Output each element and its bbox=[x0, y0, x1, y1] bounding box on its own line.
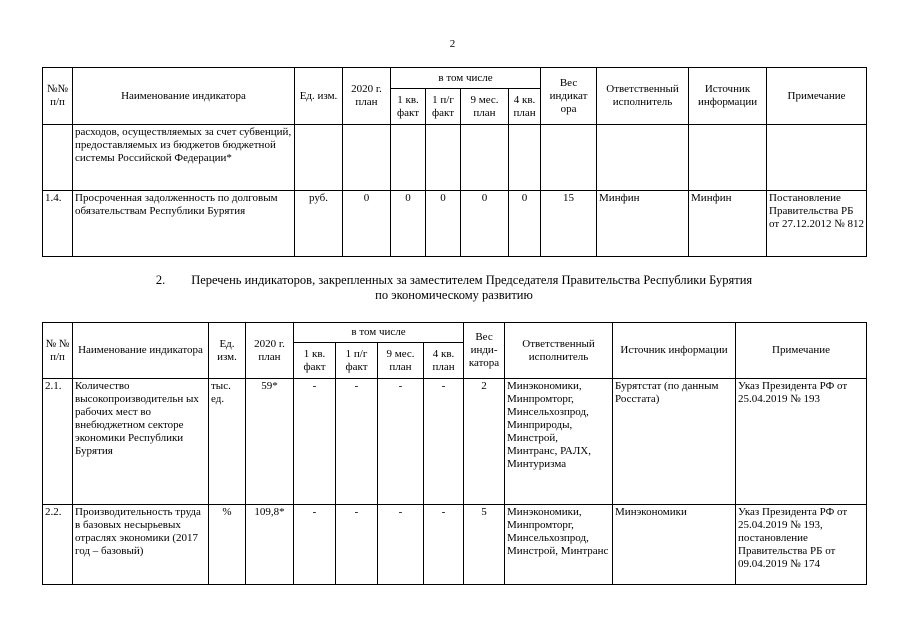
cell-plan-2020: 59* bbox=[246, 379, 294, 505]
header-name: Наименование индикатора bbox=[73, 323, 209, 379]
table-row bbox=[43, 379, 867, 505]
cell-weight: 5 bbox=[464, 505, 505, 585]
header-num: № № п/п bbox=[43, 323, 73, 379]
indicators-table-1 bbox=[42, 67, 867, 257]
cell-unit: % bbox=[209, 505, 246, 585]
section-number: 2. bbox=[155, 273, 166, 287]
table-row bbox=[43, 505, 867, 585]
page-number: 2 bbox=[449, 38, 456, 50]
header-weight: Вес инди- катора bbox=[464, 323, 505, 379]
cell-weight bbox=[541, 125, 597, 191]
cell-source: Бурятстат (по данным Росстата) bbox=[613, 379, 736, 505]
cell-unit: тыс. ед. bbox=[209, 379, 246, 505]
header-unit: Ед. изм. bbox=[209, 323, 246, 379]
cell-name: Производительность труда в базовых несырьевых отраслях экономики (2017 год – базовый) bbox=[73, 505, 209, 585]
header-responsible: Ответственный исполнитель bbox=[597, 68, 689, 125]
cell-h1: - bbox=[336, 379, 378, 505]
header-q4-plan: 4 кв. план bbox=[424, 343, 464, 379]
cell-source: Минфин bbox=[689, 191, 767, 257]
cell-num bbox=[43, 125, 73, 191]
indicators-table-2 bbox=[42, 322, 867, 585]
header-source: Источник информации bbox=[689, 68, 767, 125]
header-9m-plan: 9 мес. план bbox=[461, 89, 509, 125]
cell-q1: - bbox=[294, 505, 336, 585]
cell-responsible: Минфин bbox=[597, 191, 689, 257]
cell-responsible: Минэкономики, Минпромторг, Минсельхозпрод, Минприроды, Минстрой, Минтранс, РАЛХ, Минтуризма bbox=[505, 379, 613, 505]
header-q4-plan: 4 кв. план bbox=[509, 89, 541, 125]
cell-q4: - bbox=[424, 379, 464, 505]
header-q1-fact: 1 кв. факт bbox=[294, 343, 336, 379]
header-note: Примечание bbox=[736, 323, 867, 379]
cell-plan-2020: 109,8* bbox=[246, 505, 294, 585]
header-q1-fact: 1 кв. факт bbox=[391, 89, 426, 125]
cell-q1: 0 bbox=[391, 191, 426, 257]
cell-q1: - bbox=[294, 379, 336, 505]
cell-q4: - bbox=[424, 505, 464, 585]
cell-h1: 0 bbox=[426, 191, 461, 257]
section-title bbox=[42, 273, 866, 303]
section-title-line1: Перечень индикаторов, закрепленных за заместителем Председателя Правительства Республики Бурятия bbox=[191, 273, 753, 287]
header-weight: Вес индикат ора bbox=[541, 68, 597, 125]
cell-plan-2020: 0 bbox=[343, 191, 391, 257]
header-name: Наименование индикатора bbox=[73, 68, 295, 125]
cell-plan-2020 bbox=[343, 125, 391, 191]
cell-9m: - bbox=[378, 505, 424, 585]
header-source: Источник информации bbox=[613, 323, 736, 379]
table-row bbox=[43, 125, 867, 191]
header-h1-fact: 1 п/г факт bbox=[336, 343, 378, 379]
header-plan-2020: 2020 г. план bbox=[343, 68, 391, 125]
cell-note bbox=[767, 125, 867, 191]
cell-weight: 15 bbox=[541, 191, 597, 257]
header-including: в том числе bbox=[391, 68, 541, 89]
header-plan-2020: 2020 г. план bbox=[246, 323, 294, 379]
cell-9m bbox=[461, 125, 509, 191]
cell-name: Просроченная задолженность по долговым обязательствам Республики Бурятия bbox=[73, 191, 295, 257]
cell-q4 bbox=[509, 125, 541, 191]
cell-q4: 0 bbox=[509, 191, 541, 257]
header-h1-fact: 1 п/г факт bbox=[426, 89, 461, 125]
cell-source: Минэкономики bbox=[613, 505, 736, 585]
cell-unit bbox=[295, 125, 343, 191]
cell-9m: 0 bbox=[461, 191, 509, 257]
cell-responsible: Минэкономики, Минпромторг, Минсельхозпрод, Минстрой, Минтранс bbox=[505, 505, 613, 585]
section-title-line2: по экономическому развитию bbox=[375, 288, 533, 302]
cell-num: 2.2. bbox=[43, 505, 73, 585]
header-including: в том числе bbox=[294, 323, 464, 343]
cell-weight: 2 bbox=[464, 379, 505, 505]
cell-responsible bbox=[597, 125, 689, 191]
cell-note: Указ Президента РФ от 25.04.2019 № 193, постановление Правительства РБ от 09.04.2019 № 174 bbox=[736, 505, 867, 585]
header-note: Примечание bbox=[767, 68, 867, 125]
table-row bbox=[43, 191, 867, 257]
cell-h1 bbox=[426, 125, 461, 191]
header-num: №№ п/п bbox=[43, 68, 73, 125]
header-responsible: Ответственный исполнитель bbox=[505, 323, 613, 379]
cell-q1 bbox=[391, 125, 426, 191]
header-unit: Ед. изм. bbox=[295, 68, 343, 125]
cell-num: 2.1. bbox=[43, 379, 73, 505]
cell-unit: руб. bbox=[295, 191, 343, 257]
cell-note: Указ Президента РФ от 25.04.2019 № 193 bbox=[736, 379, 867, 505]
cell-source bbox=[689, 125, 767, 191]
cell-9m: - bbox=[378, 379, 424, 505]
cell-name: расходов, осуществляемых за счет субвенций, предоставляемых из бюджетов бюджетной системы Российской Федерации* bbox=[73, 125, 295, 191]
cell-note: Постановление Правительства РБ от 27.12.2012 № 812 bbox=[767, 191, 867, 257]
cell-h1: - bbox=[336, 505, 378, 585]
cell-name: Количество высокопроизводительн ых рабочих мест во внебюджетном секторе экономики Республики Бурятия bbox=[73, 379, 209, 505]
header-9m-plan: 9 мес. план bbox=[378, 343, 424, 379]
cell-num: 1.4. bbox=[43, 191, 73, 257]
